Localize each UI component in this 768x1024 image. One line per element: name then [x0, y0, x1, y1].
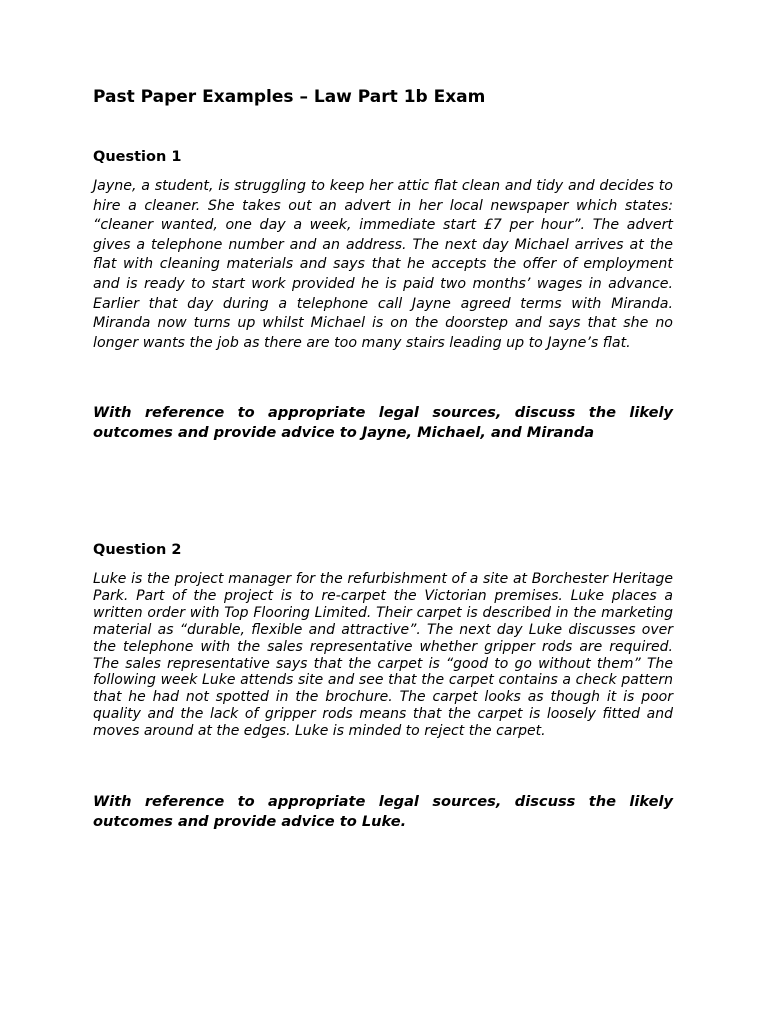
question-2-task: With reference to appropriate legal sources, discuss the likely outcomes and provide advice to Luke.: [93, 793, 673, 830]
question-1-task: With reference to appropriate legal sources, discuss the likely outcomes and provide advice to Jayne, Michael, and Miranda: [93, 404, 673, 441]
question-2-heading: Question 2: [93, 542, 182, 558]
document-title: Past Paper Examples – Law Part 1b Exam: [93, 87, 486, 107]
question-1-heading: Question 1: [93, 149, 182, 165]
question-1-scenario: Jayne, a student, is struggling to keep her attic flat clean and tidy and decides to hire a cleaner. She takes out an advert in her local newspaper which states: “cleaner wanted, one day a week, immediate start £7 per hour”. The advert gives a telephone number and an address. The next day Michael arrives at the flat with cleaning materials and says that he accepts the offer of employment and is ready to start work provided he is paid two months’ wages in advance. Earlier that day during a telephone call Jayne agreed terms with Miranda. Miranda now turns up whilst Michael is on the doorstep and says that she no longer wants the job as there are too many stairs leading up to Jayne’s flat.: [93, 178, 673, 351]
question-2-scenario: Luke is the project manager for the refurbishment of a site at Borchester Heritage Park. Part of the project is to re-carpet the Victorian premises. Luke places a written order with Top Flooring Limited. Their carpet is described in the marketing material as “durable, flexible and attractive”. The next day Luke discusses over the telephone with the sales representative whether gripper rods are required. The sales representative says that the carpet is “good to go without them” The following week Luke attends site and see that the carpet contains a check pattern that he had not spotted in the brochure. The carpet looks as though it is poor quality and the lack of gripper rods means that the carpet is loosely fitted and moves around at the edges. Luke is minded to reject the carpet.: [93, 571, 673, 740]
